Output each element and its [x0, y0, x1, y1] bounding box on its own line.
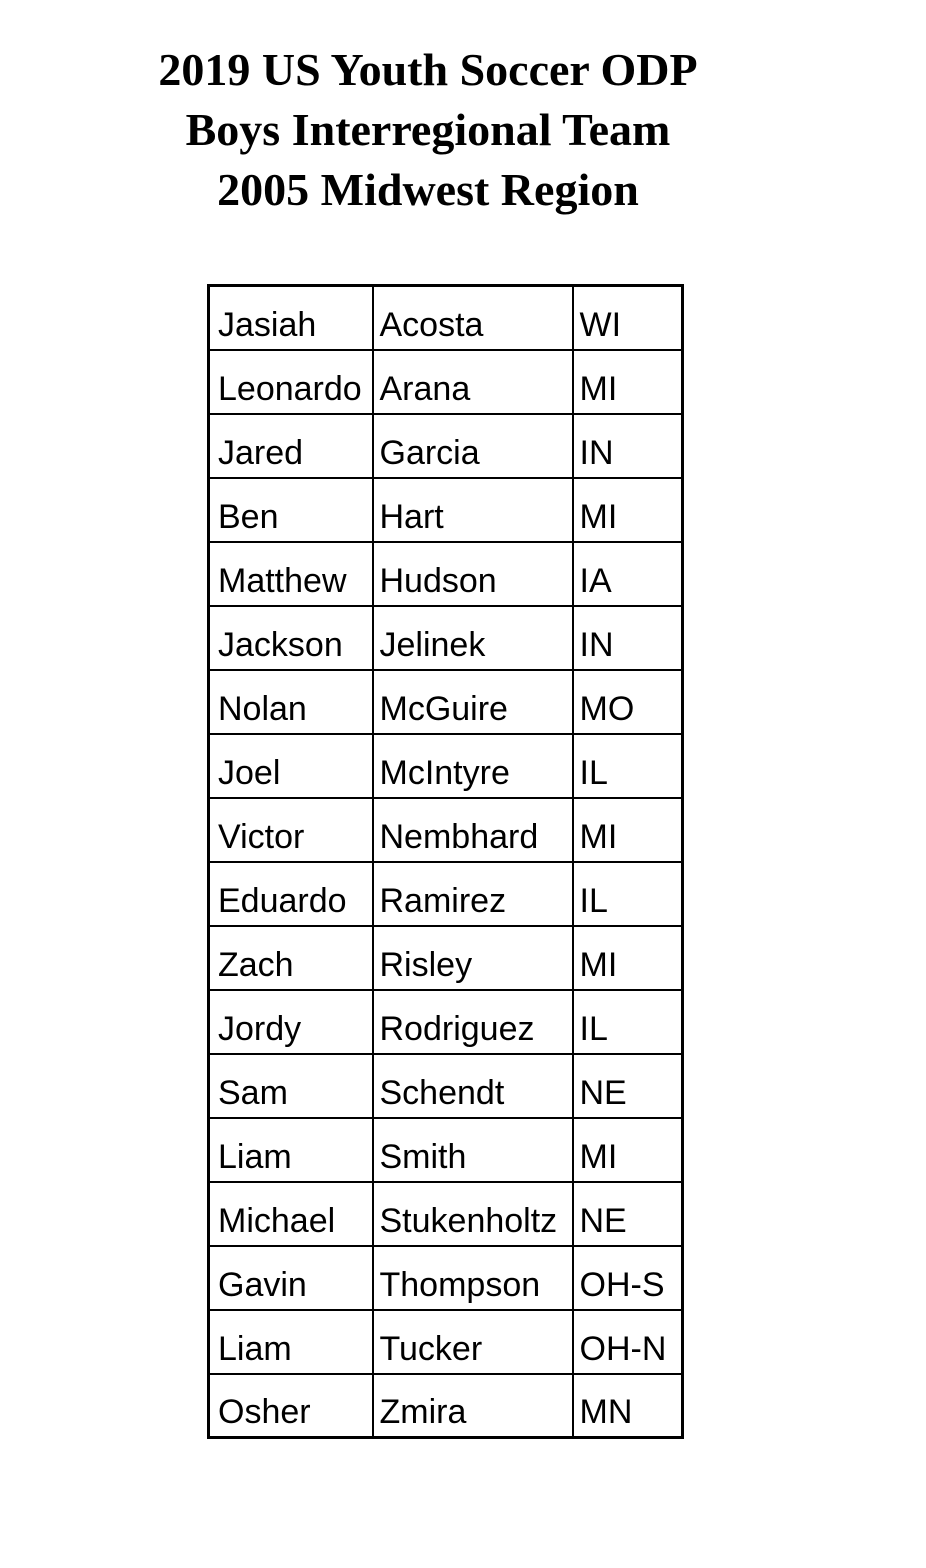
state-cell: WI — [573, 286, 683, 350]
first-name-cell: Matthew — [209, 542, 373, 606]
state-cell: OH-N — [573, 1310, 683, 1374]
state-cell: IA — [573, 542, 683, 606]
table-row — [209, 926, 683, 990]
last-name-cell: Garcia — [373, 414, 573, 478]
first-name-cell: Osher — [209, 1374, 373, 1438]
table-row — [209, 1054, 683, 1118]
table-row — [209, 734, 683, 798]
title-line-2: Boys Interregional Team — [185, 104, 671, 155]
state-cell: MI — [573, 350, 683, 414]
table-row — [209, 990, 683, 1054]
table-row — [209, 286, 683, 350]
last-name-cell: Nembhard — [373, 798, 573, 862]
state-cell: MI — [573, 926, 683, 990]
title-line-1: 2019 US Youth Soccer ODP — [158, 44, 698, 95]
state-cell: NE — [573, 1182, 683, 1246]
first-name-cell: Jackson — [209, 606, 373, 670]
first-name-cell: Eduardo — [209, 862, 373, 926]
state-cell: IN — [573, 414, 683, 478]
table-row — [209, 1246, 683, 1310]
last-name-cell: Hudson — [373, 542, 573, 606]
last-name-cell: Stukenholtz — [373, 1182, 573, 1246]
table-row — [209, 798, 683, 862]
first-name-cell: Sam — [209, 1054, 373, 1118]
state-cell: IL — [573, 862, 683, 926]
title-line-3: 2005 Midwest Region — [217, 164, 639, 215]
table-row — [209, 1310, 683, 1374]
table-row — [209, 606, 683, 670]
last-name-cell: Jelinek — [373, 606, 573, 670]
state-cell: MI — [573, 478, 683, 542]
document-title — [0, 40, 856, 220]
state-cell: IL — [573, 990, 683, 1054]
last-name-cell: Smith — [373, 1118, 573, 1182]
last-name-cell: Ramirez — [373, 862, 573, 926]
state-cell: NE — [573, 1054, 683, 1118]
state-cell: IL — [573, 734, 683, 798]
last-name-cell: Thompson — [373, 1246, 573, 1310]
table-row — [209, 542, 683, 606]
table-row — [209, 1118, 683, 1182]
last-name-cell: Hart — [373, 478, 573, 542]
table-row — [209, 350, 683, 414]
last-name-cell: Acosta — [373, 286, 573, 350]
first-name-cell: Joel — [209, 734, 373, 798]
first-name-cell: Jordy — [209, 990, 373, 1054]
last-name-cell: Tucker — [373, 1310, 573, 1374]
first-name-cell: Ben — [209, 478, 373, 542]
last-name-cell: Zmira — [373, 1374, 573, 1438]
state-cell: MN — [573, 1374, 683, 1438]
roster-table — [207, 284, 684, 1439]
roster-table-body — [209, 286, 683, 1438]
state-cell: MI — [573, 1118, 683, 1182]
table-row — [209, 1182, 683, 1246]
state-cell: MO — [573, 670, 683, 734]
first-name-cell: Victor — [209, 798, 373, 862]
first-name-cell: Liam — [209, 1118, 373, 1182]
first-name-cell: Michael — [209, 1182, 373, 1246]
first-name-cell: Zach — [209, 926, 373, 990]
last-name-cell: Arana — [373, 350, 573, 414]
state-cell: MI — [573, 798, 683, 862]
first-name-cell: Jared — [209, 414, 373, 478]
first-name-cell: Liam — [209, 1310, 373, 1374]
last-name-cell: Schendt — [373, 1054, 573, 1118]
last-name-cell: McGuire — [373, 670, 573, 734]
first-name-cell: Nolan — [209, 670, 373, 734]
table-row — [209, 414, 683, 478]
first-name-cell: Jasiah — [209, 286, 373, 350]
first-name-cell: Gavin — [209, 1246, 373, 1310]
state-cell: IN — [573, 606, 683, 670]
table-row — [209, 1374, 683, 1438]
table-row — [209, 478, 683, 542]
table-row — [209, 670, 683, 734]
table-row — [209, 862, 683, 926]
state-cell: OH-S — [573, 1246, 683, 1310]
last-name-cell: McIntyre — [373, 734, 573, 798]
last-name-cell: Risley — [373, 926, 573, 990]
first-name-cell: Leonardo — [209, 350, 373, 414]
last-name-cell: Rodriguez — [373, 990, 573, 1054]
